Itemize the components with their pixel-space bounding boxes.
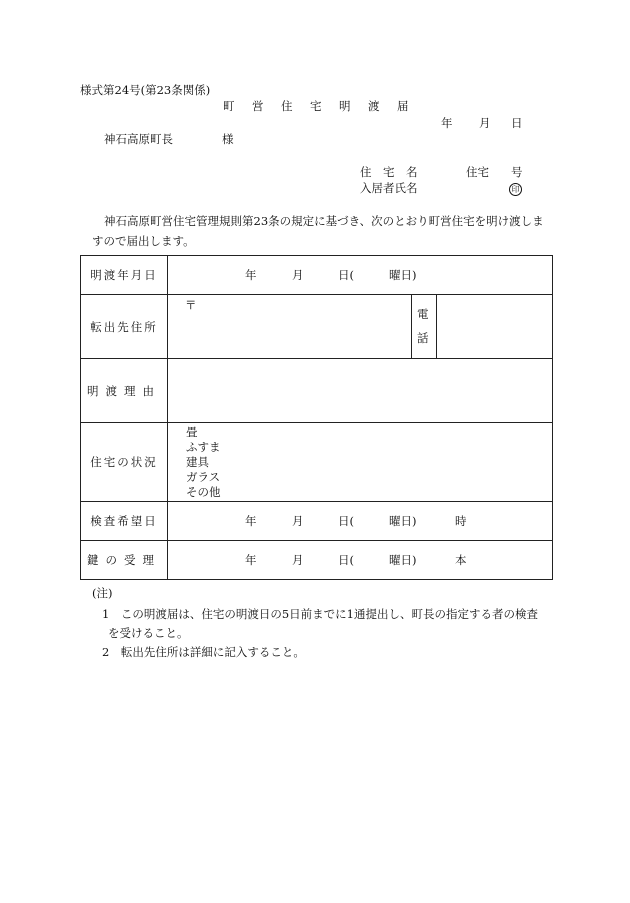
condition-item: 建具 <box>186 455 209 469</box>
form-number: 様式第24号(第23条関係) <box>80 83 211 97</box>
reason-field[interactable] <box>168 359 553 423</box>
row-label-reason: 明渡理由 <box>81 359 168 423</box>
condition-item: ふすま <box>186 440 221 454</box>
row-label-key-receipt: 鍵の受理 <box>81 541 168 580</box>
condition-item: その他 <box>186 485 221 499</box>
condition-field[interactable] <box>168 423 553 502</box>
row-label-new-address: 転出先住所 <box>81 295 168 359</box>
seal-mark: 印 <box>509 181 522 196</box>
note-2: 2 転出先住所は詳細に記入すること。 <box>102 645 305 659</box>
application-form-table <box>80 255 553 580</box>
phone-label-2: 話 <box>417 331 429 345</box>
key-receipt-field[interactable]: 年 月 日( 曜日) 本 <box>168 541 553 580</box>
title-char: 届 <box>397 99 409 113</box>
table-row <box>81 359 553 423</box>
inspection-date-field[interactable]: 年 月 日( 曜日) 時 <box>168 502 553 541</box>
row-label-inspection-date: 検査希望日 <box>81 502 168 541</box>
title-char: 町 <box>223 99 235 113</box>
table-row <box>81 502 553 541</box>
date-month-label: 月 <box>479 116 491 130</box>
postal-mark: 〒 <box>185 298 197 312</box>
table-row <box>81 541 553 580</box>
condition-item: 畳 <box>186 425 198 439</box>
table-row <box>81 295 553 359</box>
note-1-line-1: 1 この明渡届は、住宅の明渡日の5日前までに1通提出し、町長の指定する者の検査 <box>102 607 538 621</box>
title-char: 宅 <box>310 99 322 113</box>
house-name-label: 住 宅 名 <box>360 165 418 179</box>
phone-divider <box>411 295 412 358</box>
addressee: 神石高原町長 <box>104 132 173 146</box>
phone-divider <box>436 295 437 358</box>
note-1-line-2: を受けること。 <box>108 626 189 640</box>
title-char: 住 <box>281 99 293 113</box>
intro-line-2: すので届出します。 <box>92 234 195 248</box>
new-address-field[interactable] <box>168 295 553 359</box>
title-char: 渡 <box>368 99 380 113</box>
intro-line-1: 神石高原町営住宅管理規則第23条の規定に基づき、次のとおり町営住宅を明け渡しま <box>104 214 544 228</box>
title-char: 営 <box>252 99 264 113</box>
table-row <box>81 423 553 502</box>
house-number-suffix: 号 <box>511 165 523 179</box>
notes-heading: (注) <box>92 586 113 600</box>
resident-name-label: 入居者氏名 <box>360 181 418 195</box>
phone-label-1: 電 <box>417 307 429 321</box>
document-title <box>223 99 426 113</box>
house-suffix: 住宅 <box>466 165 489 179</box>
date-day-label: 日 <box>511 116 523 130</box>
notes-section <box>92 584 538 662</box>
condition-item: ガラス <box>186 470 221 484</box>
row-label-condition: 住宅の状況 <box>81 423 168 502</box>
title-char: 明 <box>339 99 351 113</box>
honorific: 様 <box>222 132 234 146</box>
date-year-label: 年 <box>441 116 453 130</box>
move-date-field[interactable]: 年 月 日( 曜日) <box>168 256 553 295</box>
table-row <box>81 256 553 295</box>
row-label-move-date: 明渡年月日 <box>81 256 168 295</box>
